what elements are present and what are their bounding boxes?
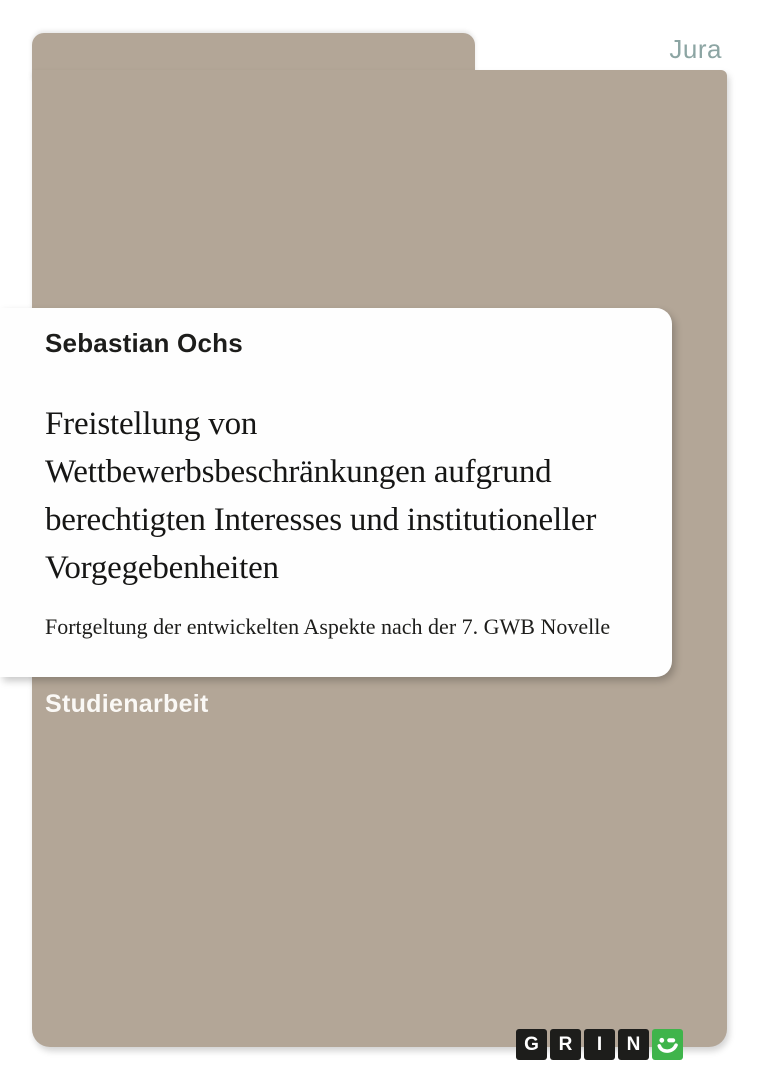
logo-letter-tile: I (584, 1029, 615, 1060)
book-title-line: Vorgegebenheiten (45, 550, 279, 586)
logo-letter-tile: G (516, 1029, 547, 1060)
book-subtitle: Fortgeltung der entwickelten Aspekte nach der 7. GWB Novelle (45, 614, 611, 639)
grin-logo (516, 1029, 683, 1060)
book-title-line: Freistellung von (45, 406, 258, 442)
category-label: Jura (669, 34, 722, 64)
book-title-line: berechtigten Interesses und institutioneller (45, 502, 597, 538)
book-title-line: Wettbewerbsbeschränkungen aufgrund (45, 454, 552, 490)
book-title (45, 400, 655, 592)
author-name: Sebastian Ochs (45, 328, 243, 358)
logo-letter-tile: R (550, 1029, 581, 1060)
grin-wink-smiley-icon (652, 1029, 683, 1060)
logo-letter-tile: N (618, 1029, 649, 1060)
title-card (0, 308, 672, 677)
work-type-label: Studienarbeit (45, 690, 209, 718)
